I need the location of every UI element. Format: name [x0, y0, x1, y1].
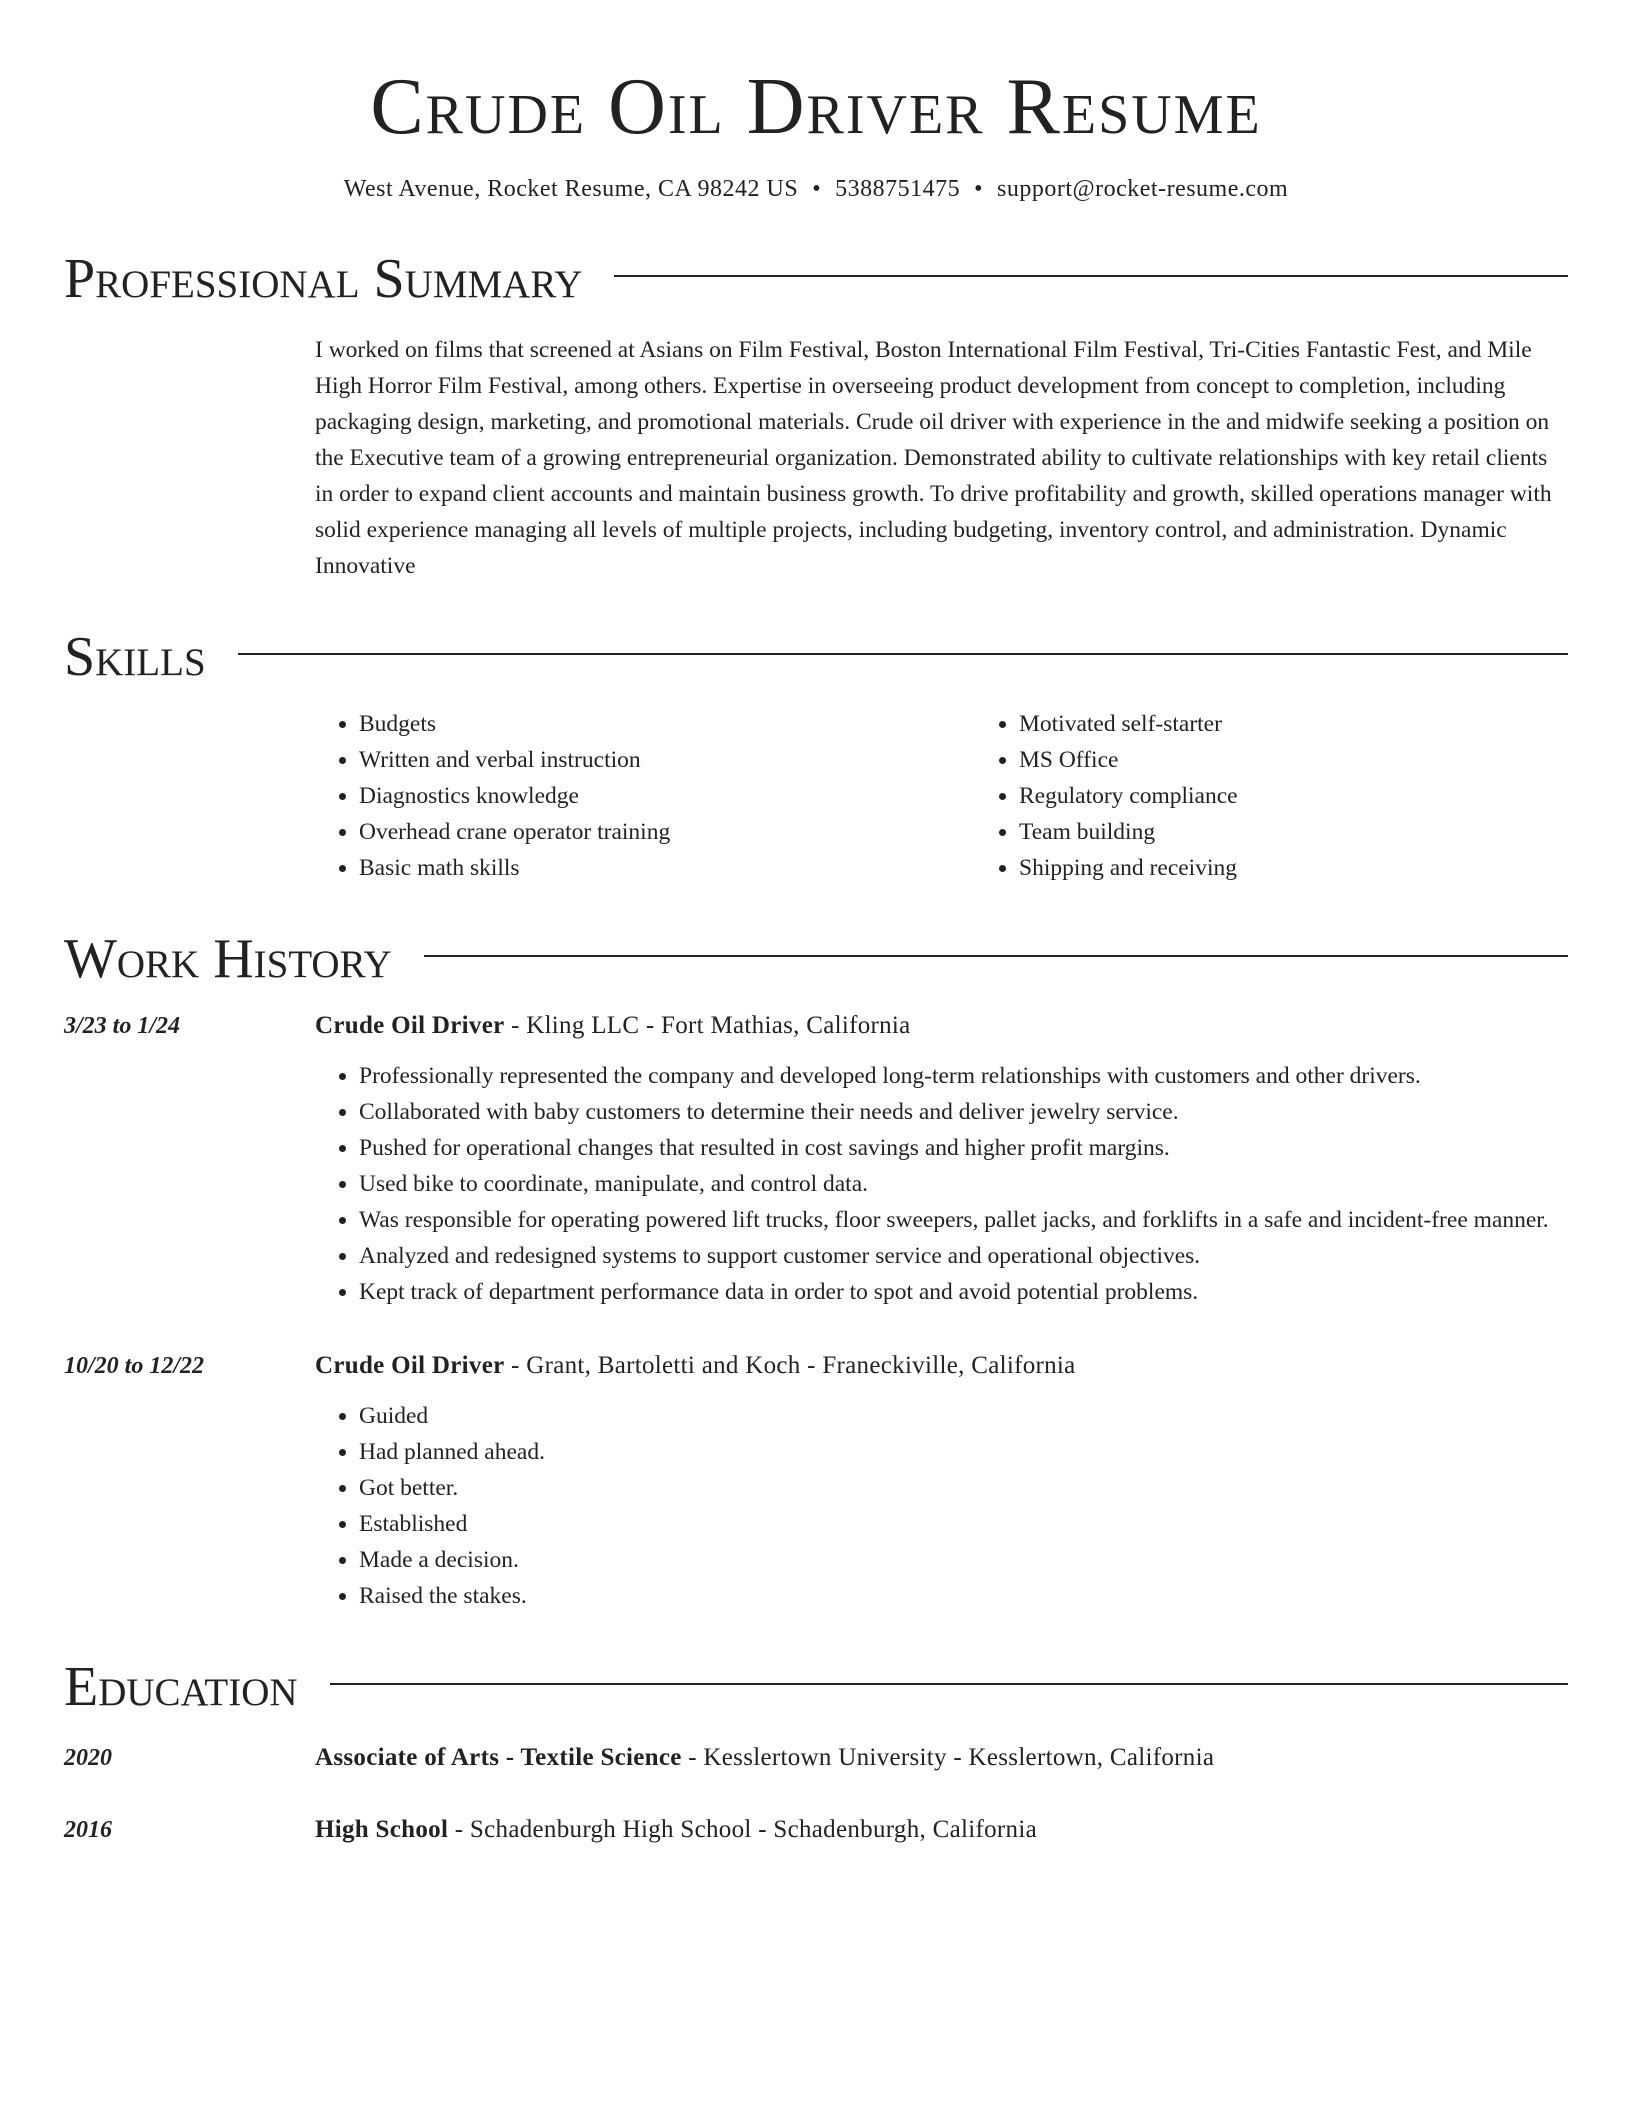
work-bullet: • Professionally represented the company and developed long-term relationships with customers and other drivers. — [359, 1058, 1568, 1094]
skills-column-left — [315, 706, 975, 886]
job-title: Crude Oil Driver — [315, 1012, 505, 1039]
work-bullet: • Kept track of department performance data in order to spot and avoid potential problems. — [359, 1274, 1568, 1310]
skill-item: • Motivated self-starter — [1019, 706, 1632, 742]
school-location: - Kesslertown University - Kesslertown, California — [681, 1744, 1215, 1771]
education-entry — [64, 1740, 1568, 1776]
work-bullets — [315, 1398, 1568, 1614]
resume-title: Crude Oil Driver Resume — [370, 63, 1262, 151]
work-bullet: • Was responsible for operating powered lift trucks, floor sweepers, pallet jacks, and forklifts in a safe and incident-free manner. — [359, 1202, 1568, 1238]
contact-separator: • — [812, 176, 822, 202]
job-title: Crude Oil Driver — [315, 1352, 505, 1379]
section-divider — [424, 955, 1568, 957]
work-entry — [64, 1348, 1568, 1614]
education-details — [315, 1740, 1568, 1776]
skill-item: • Shipping and receiving — [1019, 850, 1632, 886]
work-bullet: • Collaborated with baby customers to determine their needs and deliver jewelry service. — [359, 1094, 1568, 1130]
skills-column-right — [975, 706, 1632, 886]
work-bullet: • Guided — [359, 1398, 1568, 1434]
skill-item: • Overhead crane operator training — [359, 814, 975, 850]
skill-item: • Written and verbal instruction — [359, 742, 975, 778]
contact-address: West Avenue, Rocket Resume, CA 98242 US — [343, 176, 799, 202]
work-bullet: • Pushed for operational changes that resulted in cost savings and higher profit margins. — [359, 1130, 1568, 1166]
skills-list — [315, 706, 1568, 886]
contact-phone: 5388751475 — [835, 176, 961, 202]
skills-heading: Skills — [64, 626, 206, 688]
job-employer-location: - Grant, Bartoletti and Koch - Franeckiville, California — [504, 1352, 1076, 1379]
contact-email: support@rocket-resume.com — [997, 176, 1289, 202]
summary-heading: Professional Summary — [64, 248, 583, 310]
work-date: 3/23 to 1/24 — [64, 1013, 181, 1039]
skill-item: • Budgets — [359, 706, 975, 742]
skill-item: • Diagnostics knowledge — [359, 778, 975, 814]
work-heading: Work History — [64, 928, 392, 990]
work-bullet: • Analyzed and redesigned systems to support customer service and operational objectives. — [359, 1238, 1568, 1274]
education-heading: Education — [64, 1656, 298, 1718]
skill-item: • MS Office — [1019, 742, 1632, 778]
work-heading-line — [315, 1348, 1568, 1384]
work-section-header — [64, 926, 1568, 992]
skill-item: • Regulatory compliance — [1019, 778, 1632, 814]
degree-name: High School — [315, 1816, 449, 1843]
education-heading-line — [315, 1740, 1568, 1776]
job-employer-location: - Kling LLC - Fort Mathias, California — [504, 1012, 911, 1039]
summary-section-header — [64, 246, 1568, 312]
section-divider — [614, 275, 1568, 277]
work-details — [315, 1008, 1568, 1310]
skill-item: • Team building — [1019, 814, 1632, 850]
section-divider — [238, 653, 1568, 655]
resume-page — [64, 0, 1568, 1848]
work-bullet: • Used bike to coordinate, manipulate, and control data. — [359, 1166, 1568, 1202]
work-heading-line — [315, 1008, 1568, 1044]
work-bullet: • Made a decision. — [359, 1542, 1568, 1578]
work-date: 10/20 to 12/22 — [64, 1353, 205, 1379]
contact-separator: • — [974, 176, 984, 202]
education-heading-line — [315, 1812, 1568, 1848]
work-details — [315, 1348, 1568, 1614]
school-location: - Schadenburgh High School - Schadenburgh, California — [448, 1816, 1037, 1843]
education-date: 2020 — [64, 1745, 112, 1771]
degree-name: Associate of Arts - Textile Science — [315, 1744, 682, 1771]
skills-section-header — [64, 624, 1568, 690]
section-divider — [330, 1683, 1568, 1685]
summary-text: I worked on films that screened at Asians on Film Festival, Boston International Film Festival, Tri-Cities Fantastic Fest, and Mile High Horror Film Festival, among others. Expertise in overseeing product development from concept to completion, including packaging design, marketing, and promotional materials. Crude oil driver with experience in the and midwife seeking a position on the Executive team of a growing entrepreneurial organization. Demonstrated ability to cultivate relationships with key retail clients in order to expand client accounts and maintain business growth. To drive profitability and growth, skilled operations manager with solid experience managing all levels of multiple projects, including budgeting, inventory control, and administration. Dynamic Innovative — [315, 337, 1552, 579]
education-date: 2016 — [64, 1817, 112, 1843]
education-entry — [64, 1812, 1568, 1848]
work-bullet: • Raised the stakes. — [359, 1578, 1568, 1614]
education-details — [315, 1812, 1568, 1848]
contact-line — [64, 172, 1568, 206]
education-section-header — [64, 1654, 1568, 1720]
work-bullets — [315, 1058, 1568, 1310]
work-bullet: • Established — [359, 1506, 1568, 1542]
skill-item: • Basic math skills — [359, 850, 975, 886]
work-entry — [64, 1008, 1568, 1310]
work-bullet: • Had planned ahead. — [359, 1434, 1568, 1470]
work-bullet: • Got better. — [359, 1470, 1568, 1506]
